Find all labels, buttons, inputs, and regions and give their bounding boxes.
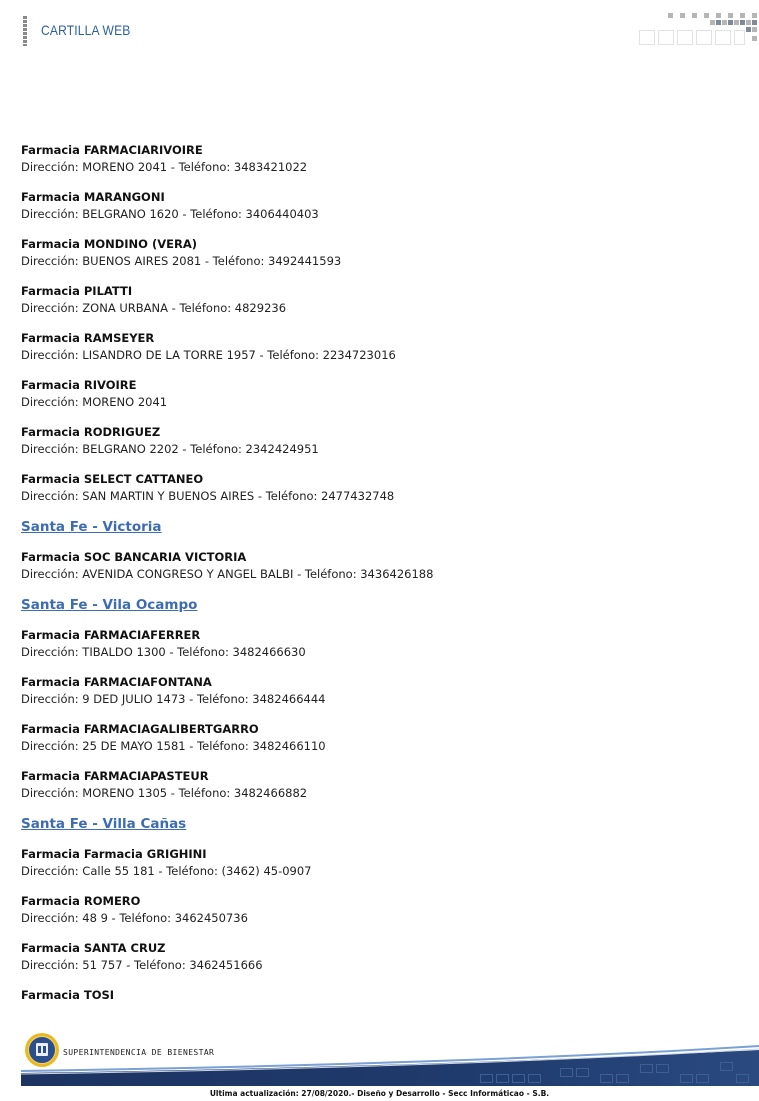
pharmacy-name: Farmacia MONDINO (VERA) (21, 237, 197, 251)
pharmacy-address: Dirección: LISANDRO DE LA TORRE 1957 - Teléfono: 2234723016 (21, 348, 396, 362)
pharmacy-entry (21, 627, 741, 661)
pharmacy-entry (21, 768, 741, 802)
pharmacy-entry (21, 846, 741, 880)
pharmacy-address: Dirección: Calle 55 181 - Teléfono: (3462) 45-0907 (21, 864, 312, 878)
footer-organization: SUPERINTENDENCIA DE BIENESTAR (63, 1048, 215, 1057)
pharmacy-name: Farmacia FARMACIAGALIBERTGARRO (21, 722, 259, 736)
section-heading[interactable]: Santa Fe - Vila Ocampo (21, 597, 198, 613)
pharmacy-address: Dirección: SAN MARTIN Y BUENOS AIRES - Teléfono: 2477432748 (21, 489, 395, 503)
pharmacy-entry (21, 283, 741, 317)
footer-update-note: Ultima actualización: 27/08/2020.- Diseño y Desarrollo - Secc Informáticao - S.B. (209, 1089, 550, 1098)
pharmacy-address: Dirección: 48 9 - Teléfono: 3462450736 (21, 911, 248, 925)
header-title: CARTILLA WEB (41, 22, 131, 38)
pharmacy-address: Dirección: BELGRANO 2202 - Teléfono: 2342424951 (21, 442, 319, 456)
pharmacy-entry (21, 721, 741, 755)
pharmacy-address: Dirección: 9 DED JULIO 1473 - Teléfono: 3482466444 (21, 692, 326, 706)
pharmacy-name: Farmacia FARMACIAPASTEUR (21, 769, 209, 783)
pharmacy-address: Dirección: AVENIDA CONGRESO Y ANGEL BALBI - Teléfono: 3436426188 (21, 567, 434, 581)
pharmacy-entry (21, 377, 741, 411)
pharmacy-name: Farmacia PILATTI (21, 284, 133, 298)
pharmacy-entry (21, 940, 741, 974)
pharmacy-entry (21, 189, 741, 223)
pharmacy-name: Farmacia FARMACIARIVOIRE (21, 143, 203, 157)
pharmacy-address: Dirección: 51 757 - Teléfono: 3462451666 (21, 958, 263, 972)
institution-seal-icon (24, 1032, 60, 1068)
pharmacy-address: Dirección: MORENO 1305 - Teléfono: 3482466882 (21, 786, 308, 800)
section-heading[interactable]: Santa Fe - Villa Cañas (21, 816, 187, 832)
pharmacy-name: Farmacia ROMERO (21, 894, 141, 908)
pharmacy-name: Farmacia TOSI (21, 988, 115, 1002)
section-heading[interactable]: Santa Fe - Victoria (21, 519, 162, 535)
pharmacy-address: Dirección: MORENO 2041 (21, 395, 168, 409)
pharmacy-address: Dirección: BELGRANO 1620 - Teléfono: 3406440403 (21, 207, 319, 221)
pharmacy-entry (21, 893, 741, 927)
pharmacy-address: Dirección: TIBALDO 1300 - Teléfono: 3482466630 (21, 645, 306, 659)
page-header (0, 0, 759, 60)
footer-band (0, 1028, 759, 1088)
pharmacy-name: Farmacia RIVOIRE (21, 378, 137, 392)
pharmacy-list (21, 142, 741, 1017)
pharmacy-address: Dirección: 25 DE MAYO 1581 - Teléfono: 3482466110 (21, 739, 326, 753)
pharmacy-name: Farmacia FARMACIAFONTANA (21, 675, 212, 689)
pharmacy-name: Farmacia RODRIGUEZ (21, 425, 161, 439)
pharmacy-address: Dirección: BUENOS AIRES 2081 - Teléfono: 3492441593 (21, 254, 342, 268)
pharmacy-entry (21, 674, 741, 708)
pharmacy-name: Farmacia Farmacia GRIGHINI (21, 847, 207, 861)
pharmacy-entry (21, 236, 741, 270)
pharmacy-entry (21, 471, 741, 505)
page-footer (0, 1028, 759, 1101)
pharmacy-name: Farmacia SOC BANCARIA VICTORIA (21, 550, 247, 564)
pharmacy-name: Farmacia RAMSEYER (21, 331, 155, 345)
pharmacy-entry (21, 549, 741, 583)
pharmacy-entry (21, 424, 741, 458)
pharmacy-address: Dirección: ZONA URBANA - Teléfono: 4829236 (21, 301, 287, 315)
pharmacy-address: Dirección: MORENO 2041 - Teléfono: 3483421022 (21, 160, 308, 174)
pharmacy-entry (21, 142, 741, 176)
pharmacy-name: Farmacia FARMACIAFERRER (21, 628, 201, 642)
vertical-bar-icon (23, 16, 27, 46)
pharmacy-name: Farmacia SELECT CATTANEO (21, 472, 204, 486)
square-grid-icon (636, 10, 758, 48)
pharmacy-entry (21, 330, 741, 364)
pharmacy-entry (21, 987, 741, 1004)
pharmacy-name: Farmacia SANTA CRUZ (21, 941, 166, 955)
pharmacy-name: Farmacia MARANGONI (21, 190, 165, 204)
